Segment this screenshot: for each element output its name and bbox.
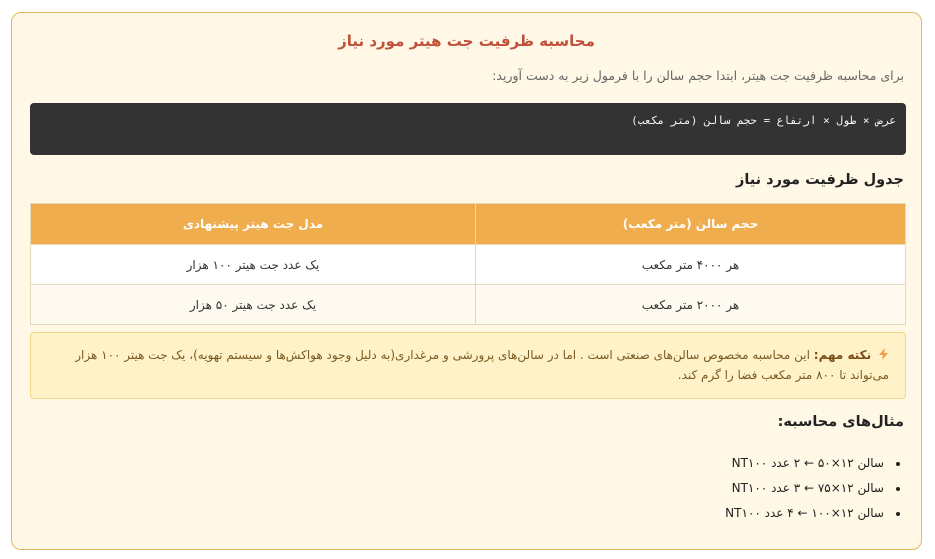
table-heading: جدول ظرفیت مورد نیاز: [735, 172, 904, 188]
list-item: • سالن ۱۲×۱۰۰ ← ۴ عدد NT۱۰۰: [725, 501, 886, 526]
table-cell-volume: هر ۴۰۰۰ متر مکعب: [476, 245, 906, 285]
formula-code-block: [30, 103, 906, 155]
table-cell-volume: هر ۲۰۰۰ متر مکعب: [476, 285, 906, 325]
intro-text: برای محاسبه ظرفیت جت هیتر، ابتدا حجم سالن را با فرمول زیر به دست آورید:: [492, 68, 904, 83]
calculation-card: [11, 12, 922, 550]
column-header-volume: حجم سالن (متر مکعب): [476, 204, 906, 245]
table-row: [31, 245, 906, 285]
capacity-table: [30, 203, 906, 325]
note-label: نکته مهم:: [813, 348, 872, 362]
formula-text: عرض × طول × ارتفاع = حجم سالن (متر مکعب): [631, 114, 896, 127]
table-row: [31, 285, 906, 325]
list-item: • سالن ۱۲×۵۰ ← ۲ عدد NT۱۰۰: [725, 451, 886, 476]
examples-list: [725, 451, 904, 526]
table-header-row: [31, 204, 906, 245]
table-cell-model: یک عدد جت هیتر ۵۰ هزار: [31, 285, 476, 325]
note-text: این محاسبه مخصوص سالن‌های صنعتی است . اما در سالن‌های پرورشی و مرغداری(به دلیل وجود هواکش‌ها و سیستم تهویه)، یک جت هیتر ۱۰۰ هزار می‌تواند تا ۸۰۰ متر مکعب فضا را گرم کند.: [75, 348, 889, 382]
table-cell-model: یک عدد جت هیتر ۱۰۰ هزار: [31, 245, 476, 285]
column-header-model: مدل جت هیتر پیشنهادی: [31, 204, 476, 245]
important-note: [30, 332, 906, 399]
page-title: محاسبه ظرفیت جت هیتر مورد نیاز: [338, 32, 595, 50]
examples-heading: مثال‌های محاسبه:: [777, 414, 904, 430]
lightning-icon: [878, 348, 889, 360]
list-item: • سالن ۱۲×۷۵ ← ۳ عدد NT۱۰۰: [725, 476, 886, 501]
